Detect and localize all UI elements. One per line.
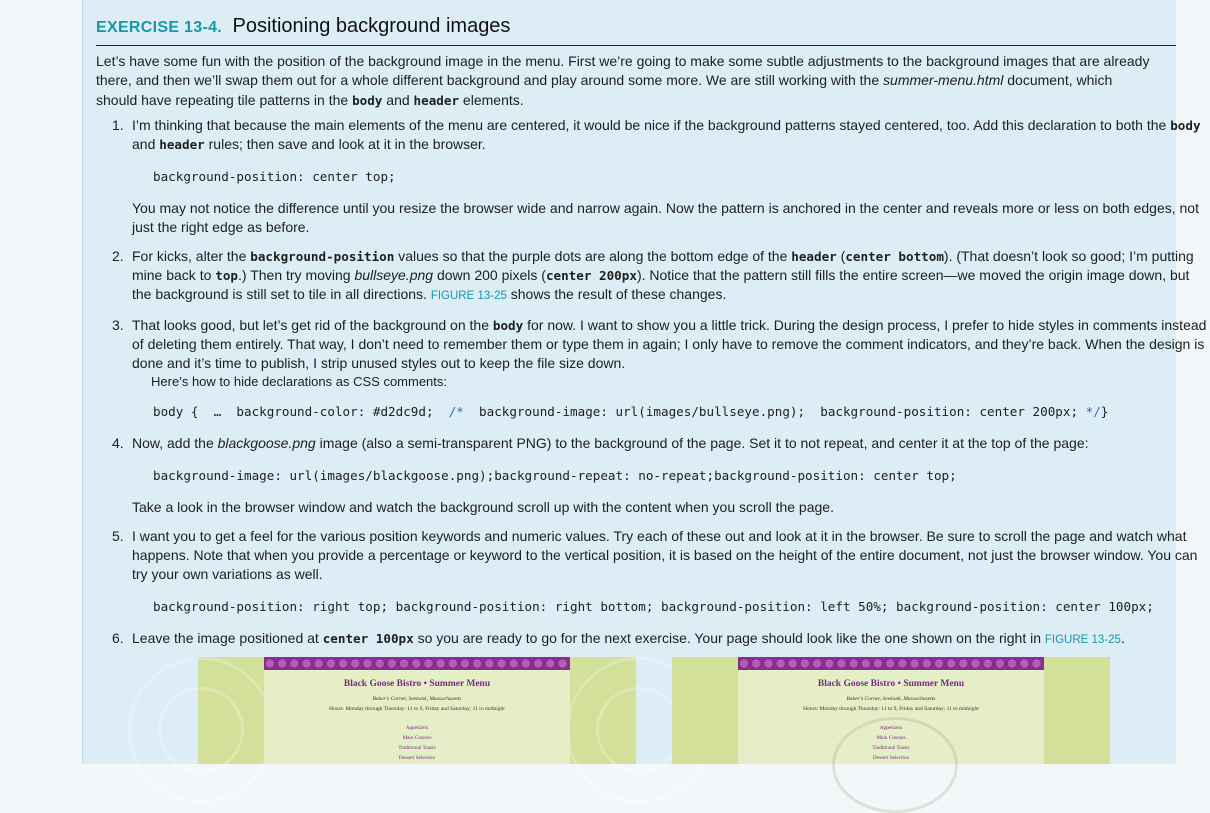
code-comment: */ [1085, 404, 1101, 419]
step-5 [112, 527, 1210, 616]
menu-link: Dessert Selection [398, 755, 436, 761]
menu-title: Black Goose Bistro • Summer Menu [343, 679, 491, 689]
step-text: Leave the image positioned at [132, 630, 323, 646]
step-text: shows the result of these changes. [506, 286, 727, 302]
step-text: rules; then save and look at it in the browser. [204, 136, 486, 152]
file-name: blackgoose.png [217, 435, 316, 451]
code-block: background-image: url(images/blackgoose.png);background-repeat: no-repeat;background-position: center top; [153, 468, 957, 483]
purple-dots-pattern [264, 657, 570, 670]
code-inline: background-position [250, 249, 395, 264]
steps-list [96, 116, 1210, 658]
intro-text: Let’s have some fun with the position of the background image in the menu. First we’re going to make some subtle adjustments to the background images that are already there, and then we’ll swap them out for a whole different background and play around some more. We are still working with the [96, 53, 1150, 89]
step-text: .) Then try moving [238, 267, 355, 283]
menu-hours: Hours: Monday through Thursday: 11 to 9, Friday and Saturday; 11 to midnight [329, 706, 505, 712]
step-text: down 200 pixels ( [433, 267, 546, 283]
step-subnote: Here’s how to hide declarations as CSS comments: [151, 374, 448, 389]
menu-link: Traditional Toasts [398, 745, 436, 751]
menu-links [198, 723, 636, 763]
step-3 [112, 316, 1210, 421]
figure-thumbnail-right [672, 657, 1110, 764]
exercise-header [96, 15, 1176, 46]
code-inline: center bottom [845, 249, 944, 264]
step-note: You may not notice the difference until you resize the browser wide and narrow again. Now the pattern is anchored in the center and reveals more or less on both edges, not just the right edge as before. [132, 200, 1199, 235]
code-text: background-image: url(images/bullseye.png); background-position: center 200px; [463, 404, 1086, 419]
code-block [153, 402, 1210, 421]
step-number: 1. [112, 117, 124, 133]
step-1 [112, 116, 1210, 237]
code-inline: body [1170, 118, 1201, 133]
step-text: Now, add the [132, 435, 218, 451]
code-inline: header [413, 92, 460, 108]
step-text: For kicks, alter the [132, 248, 251, 264]
code-block: background-position: right top; background-position: right bottom; background-position: left 50%; background-position: center 100px; [153, 599, 1154, 614]
menu-links [672, 723, 1110, 763]
step-text: so you are ready to go for the next exercise. Your page should look like the one shown on the right in [413, 630, 1045, 646]
figure-thumbnail-left [198, 657, 636, 764]
code-comment: /* [448, 404, 464, 419]
step-4 [112, 434, 1210, 517]
menu-link: Dessert Selection [872, 755, 910, 761]
step-6 [112, 629, 1210, 650]
code-block: background-position: center top; [153, 169, 396, 184]
intro-text: elements. [459, 91, 524, 108]
step-number: 2. [112, 248, 124, 264]
step-text: for now. I want to show you a little trick. During the design process, I prefer to hide styles in comments instead of deleting them entirely. That way, I don’t need to remember them or type them in again; I only have to remove the comment indicators, and they’re back. When the design is done and it’s time to publish, I strip unused styles out to keep the file size down. [132, 317, 1207, 371]
menu-link: Main Courses [876, 735, 906, 741]
code-text: } [1100, 404, 1109, 419]
menu-hours: Hours: Monday through Thursday: 11 to 9, Friday and Saturday; 11 to midnight [803, 706, 979, 712]
step-number: 6. [112, 630, 124, 646]
menu-link: Appetizers [879, 725, 903, 731]
menu-address: Baker’s Corner, Seekonk, Massachusetts [372, 696, 462, 702]
code-inline: header [159, 137, 205, 152]
step-note: Take a look in the browser window and watch the background scroll up with the content when you scroll the page. [132, 499, 834, 515]
intro-text: and [382, 91, 414, 108]
code-text: body { … background-color: #d2dc9d; [153, 404, 449, 419]
step-text: I want you to get a feel for the various position keywords and numeric values. Try each of these out and look at it in the browser. Be sure to scroll the page and watch what happens. Note that when you provide a percentage or keyword to the vertical position, it is based on the height of the entire document, not just the browser window. You can try your own variations as well. [132, 528, 1198, 582]
step-text: ( [836, 248, 846, 264]
step-text: I’m thinking that because the main elements of the menu are centered, it would be nice if the background patterns stayed centered, too. Add this declaration to both the [132, 117, 1171, 133]
intro-paragraph [96, 52, 1156, 110]
file-name: bullseye.png [354, 267, 434, 283]
exercise-label: EXERCISE 13-4. [96, 19, 223, 36]
step-number: 3. [112, 317, 124, 333]
step-text: That looks good, but let’s get rid of the background on the [132, 317, 493, 333]
menu-title: Black Goose Bistro • Summer Menu [817, 679, 965, 689]
code-inline: center 100px [322, 631, 414, 646]
step-number: 5. [112, 528, 124, 544]
code-inline: top [215, 268, 239, 283]
menu-link: Main Courses [402, 735, 432, 741]
purple-dots-pattern [738, 657, 1044, 670]
step-number: 4. [112, 435, 124, 451]
step-2 [112, 247, 1210, 306]
step-text: . [1120, 630, 1125, 646]
file-name: summer-menu.html [883, 72, 1004, 89]
step-text: and [132, 136, 160, 152]
menu-link: Traditional Toasts [872, 745, 910, 751]
exercise-title: Positioning background images [232, 15, 511, 37]
code-inline: body [352, 92, 383, 108]
menu-address: Baker’s Corner, Seekonk, Massachusetts [846, 696, 936, 702]
code-inline: body [492, 318, 524, 333]
code-inline: header [791, 249, 837, 264]
figure-link[interactable]: FIGURE 13-25 [1044, 634, 1121, 646]
step-text: image (also a semi-transparent PNG) to the background of the page. Set it to not repeat, and center it at the top of the page: [315, 435, 1089, 451]
intro-text: document, which should have repeating tile patterns in the [96, 72, 1113, 108]
step-text: ). Notice that the pattern still fills the entire screen—we moved the origin image down, but the background is still set to tile in all directions. [132, 267, 1190, 302]
step-text: values so that the purple dots are along the bottom edge of the [394, 248, 792, 264]
code-inline: center 200px [545, 268, 637, 283]
menu-link: Appetizers [405, 725, 429, 731]
figure-link[interactable]: FIGURE 13-25 [430, 290, 507, 302]
step-text: ). (That doesn’t look so good; I’m putting mine back to [132, 248, 1194, 283]
